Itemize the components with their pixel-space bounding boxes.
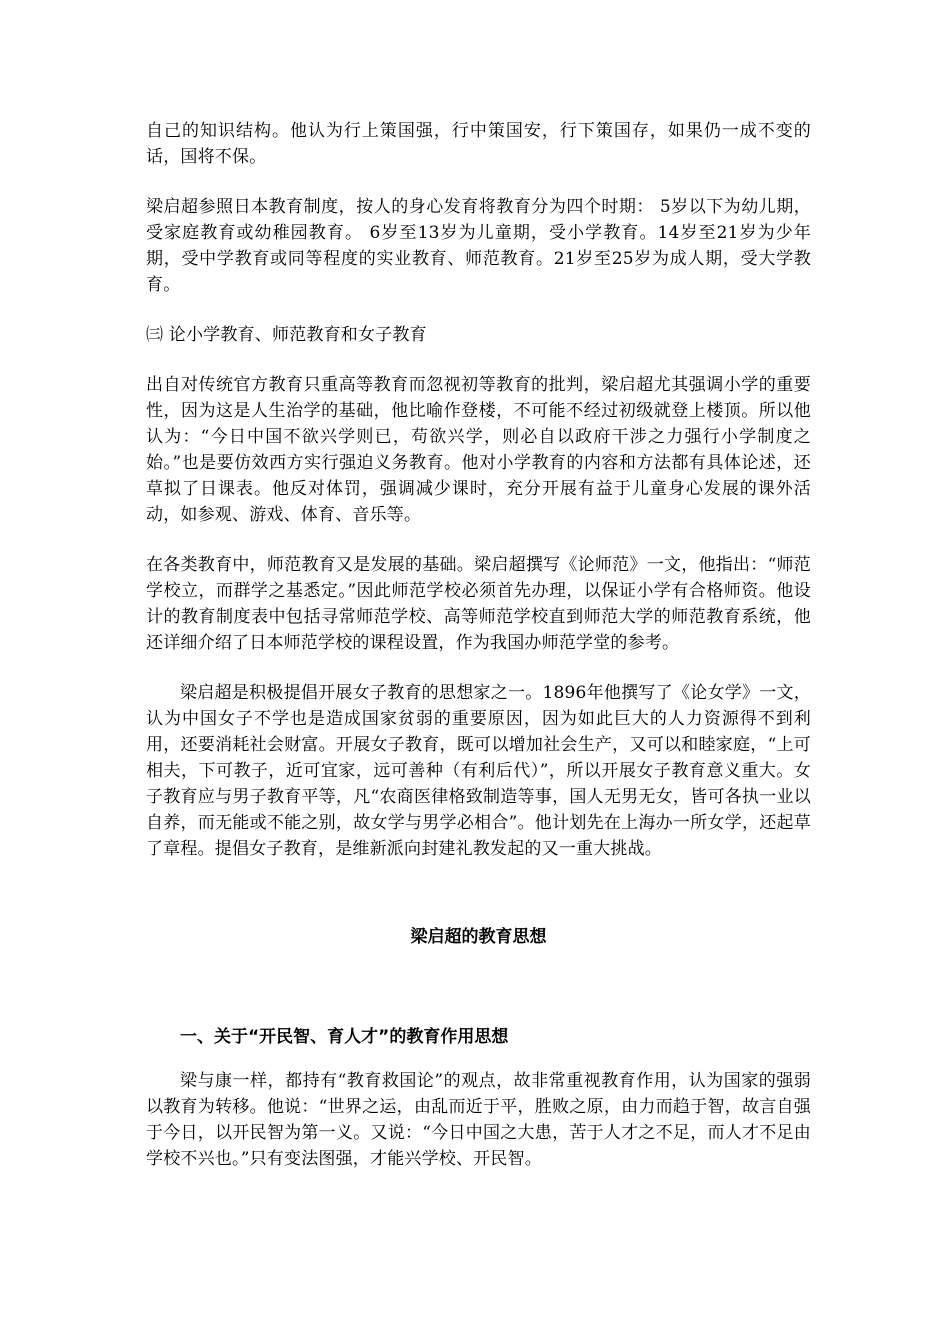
document-title: 梁启超的教育思想 [410,927,547,947]
document-page [146,118,811,1172]
paragraph-education-role: 梁与康一样，都持有“教育救国论”的观点，故非常重视教育作用，认为国家的强弱以教育为转移。他说：“世界之运，由乱而近于平，胜败之原，由力而趋于智，故言自强于今日，以开民智为第一义。又说：“今日中国之大患，苦于人才之不足，而人才不足由学校不兴也。”只有变法图强，才能兴学校、开民智。 [146,1071,811,1169]
paragraph-education-periods: 梁启超参照日本教育制度，按人的身心发育将教育分为四个时期： 5岁以下为幼儿期，受家庭教育或幼稚园教育。 6岁至13岁为儿童期，受小学教育。14岁至21岁为少年期，受中学教育或同等程度的实业教育、师范教育。21岁至25岁为成人期，受大学教育。 [146,197,811,295]
paragraph-primary-education: 出自对传统官方教育只重高等教育而忽视初等教育的批判，梁启超尤其强调小学的重要性，因为这是人生治学的基础，他比喻作登楼，不可能不经过初级就登上楼顶。所以他认为：“今日中国不欲兴学则已，苟欲兴学，则必自以政府干涉之力强行小学制度之始。”也是要仿效西方实行强迫义务教育。他对小学教育的内容和方法都有具体论述，还草拟了日课表。他反对体罚，强调减少课时，充分开展有益于儿童身心发展的课外活动，如参观、游戏、体育、音乐等。 [146,375,811,525]
subsection-heading: ㈢ 论小学教育、师范教育和女子教育 [146,325,427,345]
section-heading: 一、关于“开民智、育人才”的教育作用思想 [180,1027,509,1047]
paragraph-knowledge-structure: 自己的知识结构。他认为行上策国强，行中策国安，行下策国存，如果仍一成不变的话，国将不保。 [146,121,811,167]
paragraph-women-education: 梁启超是积极提倡开展女子教育的思想家之一。1896年他撰写了《论女学》一文，认为中国女子不学也是造成国家贫弱的重要原因，因为如此巨大的人力资源得不到利用，还要消耗社会财富。开展女子教育，既可以增加社会生产，又可以和睦家庭，“上可相夫，下可教子，近可宜家，远可善种（有利后代）”，所以开展女子教育意义重大。女子教育应与男子教育平等，凡“农商医律格致制造等事，国人无男无女，皆可各执一业以自养，而无能或不能之别，故女学与男学必相合”。他计划先在上海办一所女学，还起草了章程。提倡女子教育，是维新派向封建礼教发起的又一重大挑战。 [146,683,811,859]
paragraph-normal-education: 在各类教育中，师范教育又是发展的基础。梁启超撰写《论师范》一文，他指出：“师范学校立，而群学之基悉定。”因此师范学校必须首先办理，以保证小学有合格师资。他设计的教育制度表中包括寻常师范学校、高等师范学校直到师范大学的师范教育系统，他还详细介绍了日本师范学校的课程设置，作为我国办师范学堂的参考。 [146,555,811,653]
